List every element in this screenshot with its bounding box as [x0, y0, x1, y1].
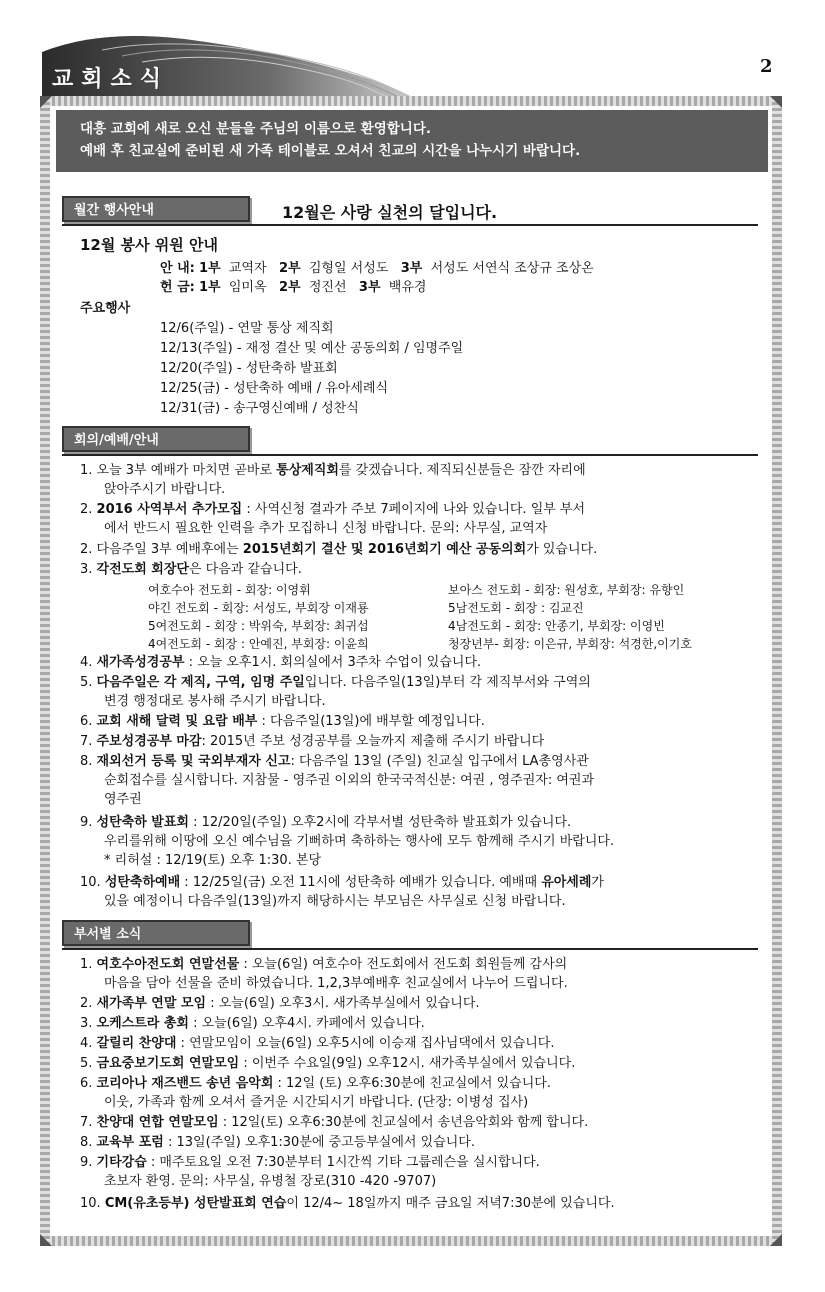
mission-right-item: 4남전도회 - 회장: 안종기, 부회장: 이영빈 [448, 619, 665, 633]
notice-item-cont: 앉아주시기 바랍니다. [104, 482, 226, 497]
dept-item-cont: 이웃, 가족과 함께 오셔서 즐거운 시간되시기 바랍니다. (단장: 이병성 집사) [104, 1095, 529, 1110]
dept-item: 2. 새가족부 연말 모임 : 오늘(6일) 오후3시. 새가족부실에서 있습니다. [80, 996, 480, 1011]
notice-item-cont: 영주권 [104, 792, 142, 807]
frame-left-border [40, 96, 50, 1246]
welcome-line: 예배 후 친교실에 준비된 새 가족 테이블로 오셔서 친교의 시간을 나누시기 바랍니다. [80, 143, 581, 159]
welcome-line: 대흥 교회에 새로 오신 분들을 주님의 이름으로 환영합니다. [80, 121, 432, 137]
frame-bottom-border [40, 1236, 782, 1246]
dept-item: 3. 오케스트라 총회 : 오늘(6일) 오후4시. 카페에서 있습니다. [80, 1016, 425, 1031]
section-rule [62, 224, 758, 226]
frame-corner-icon [40, 1234, 52, 1246]
events-title: 주요행사 [80, 301, 131, 316]
monthly-headline: 12월은 사랑 실천의 달입니다. [282, 203, 498, 222]
dept-item: 10. CM(유초등부) 성탄발표회 연습이 12/4~ 18일까지 매주 금요일 저녁7:30분에 있습니다. [80, 1196, 615, 1211]
notice-item-cont: * 리허설 : 12/19(토) 오후 1:30. 본당 [104, 853, 322, 868]
mission-left-item: 5여전도회 - 회장 : 박위숙, 부회장: 최귀섭 [148, 619, 369, 633]
notice-item: 5. 다음주일은 각 제직, 구역, 임명 주일입니다. 다음주일(13일)부터 각 제직부서와 구역의 [80, 675, 591, 690]
dept-item: 1. 여호수아전도회 연말선물 : 오늘(6일) 여호수아 전도회에서 전도회 회원들께 감사의 [80, 957, 568, 972]
frame-corner-icon [770, 96, 782, 108]
notice-item-cont: 있을 예정이니 다음주일(13일)까지 해당하시는 부모님은 사무실로 신청 바랍니다. [104, 894, 566, 909]
dept-item: 9. 기타강습 : 매주토요일 오전 7:30분부터 1시간씩 기타 그룹레슨을 실시합니다. [80, 1155, 540, 1170]
event-item: 12/31(금) - 송구영신예배 / 성찬식 [160, 401, 359, 416]
notice-item-cont: 에서 반드시 필요한 인력을 추가 모집하니 신청 바랍니다. 문의: 사무실, 교역자 [104, 521, 548, 536]
committee-title: 12월 봉사 위원 안내 [80, 236, 218, 254]
notice-item: 4. 새가족성경공부 : 오늘 오후1시. 회의실에서 3주차 수업이 있습니다. [80, 655, 482, 670]
section-label-dept: 부서별 소식 [62, 920, 250, 946]
dept-item: 6. 코리아나 재즈밴드 송년 음악회 : 12일 (토) 오후6:30분에 친교실에서 있습니다. [80, 1076, 551, 1091]
section-label-meeting: 회의/예배/안내 [62, 426, 250, 452]
mission-right-item: 청장년부- 회장: 이은규, 부회장: 석경한,이기호 [448, 637, 692, 651]
section-label-monthly: 월간 행사안내 [62, 196, 250, 222]
notice-item: 2. 다음주일 3부 예배후에는 2015년회기 결산 및 2016년회기 예산 공동의회가 있습니다. [80, 542, 598, 557]
event-item: 12/25(금) - 성탄축하 예배 / 유아세례식 [160, 381, 389, 396]
mission-left-item: 야긴 전도회 - 회장: 서성도, 부회장 이재룡 [148, 601, 369, 615]
page-number: 2 [760, 56, 773, 77]
notice-item: 2. 2016 사역부서 추가모집 : 사역신청 결과가 주보 7페이지에 나와 있습니다. 일부 부서 [80, 502, 586, 517]
frame-corner-icon [770, 1234, 782, 1246]
notice-item-cont: 우리를위해 이땅에 오신 예수님을 기뻐하며 축하하는 행사에 모두 함께해 주시기 바랍니다. [104, 834, 615, 849]
dept-item-cont: 마음을 담아 선물을 준비 하였습니다. 1,2,3부예배후 친교실에서 나누어 드립니다. [104, 976, 568, 991]
guide-row: 안 내: 1부 교역자 2부 김형일 서성도 3부 서성도 서연식 조상규 조상온 [160, 261, 594, 276]
notice-item-cont: 변경 행정대로 봉사해 주시기 바랍니다. [104, 694, 326, 709]
mission-right-item: 보아스 전도회 - 회장: 원성호, 부회장: 유향인 [448, 583, 685, 597]
notice-item-cont: 순회접수를 실시합니다. 지참물 - 영주권 이외의 한국국적신분: 여권 , 영주권자: 여권과 [104, 773, 595, 788]
dept-item: 5. 금요중보기도회 연말모임 : 이번주 수요일(9일) 오후12시. 새가족부실에서 있습니다. [80, 1056, 576, 1071]
notice-item: 3. 각전도회 회장단은 다음과 같습니다. [80, 562, 302, 577]
notice-item: 6. 교회 새해 달력 및 요람 배부 : 다음주일(13일)에 배부할 예정입니다. [80, 714, 485, 729]
notice-item: 8. 재외선거 등록 및 국외부재자 신고: 다음주일 13일 (주일) 친교실 입구에서 LA총영사관 [80, 754, 589, 769]
welcome-box [56, 110, 768, 172]
frame-right-border [772, 96, 782, 1246]
dept-item: 7. 찬양대 연합 연말모임 : 12일(토) 오후6:30분에 친교실에서 송년음악회와 함께 합니다. [80, 1115, 589, 1130]
frame-top-border [40, 96, 782, 106]
mission-right-item: 5남전도회 - 회장 : 김교진 [448, 601, 584, 615]
notice-item: 7. 주보성경공부 마감: 2015년 주보 성경공부를 오늘까지 제출해 주시기 바랍니다 [80, 734, 545, 749]
dept-item-cont: 초보자 환영. 문의: 사무실, 유병철 장로(310 -420 -9707) [104, 1174, 437, 1189]
event-item: 12/20(주일) - 성탄축하 발표회 [160, 361, 338, 376]
mission-left-item: 4여전도회 - 회장 : 안예진, 부회장: 이윤희 [148, 637, 369, 651]
notice-item: 1. 오늘 3부 예배가 마치면 곧바로 통상제직회를 갖겠습니다. 제직되신분들은 잠깐 자리에 [80, 463, 586, 478]
section-rule [62, 454, 758, 456]
frame-corner-icon [40, 96, 52, 108]
section-rule [62, 948, 758, 950]
dept-item: 4. 갈릴리 찬양대 : 연말모임이 오늘(6일) 오후5시에 이승재 집사님댁에서 있습니다. [80, 1036, 555, 1051]
event-item: 12/13(주일) - 재정 결산 및 예산 공동의회 / 임명주일 [160, 341, 464, 356]
dept-item: 8. 교육부 포럼 : 13일(주일) 오후1:30분에 중고등부실에서 있습니다. [80, 1135, 475, 1150]
offering-row: 헌 금: 1부 임미옥 2부 정진선 3부 백유경 [160, 280, 427, 295]
notice-item: 9. 성탄축하 발표회 : 12/20일(주일) 오후2시에 각부서별 성탄축하 발표회가 있습니다. [80, 815, 572, 830]
notice-item: 10. 성탄축하예배 : 12/25일(금) 오전 11시에 성탄축하 예배가 있습니다. 예배때 유아세례가 [80, 875, 604, 890]
header-title: 교회소식 [52, 67, 170, 92]
mission-left-item: 여호수아 전도회 - 회장: 이영휘 [148, 583, 311, 597]
event-item: 12/6(주일) - 연말 통상 제직회 [160, 321, 334, 336]
